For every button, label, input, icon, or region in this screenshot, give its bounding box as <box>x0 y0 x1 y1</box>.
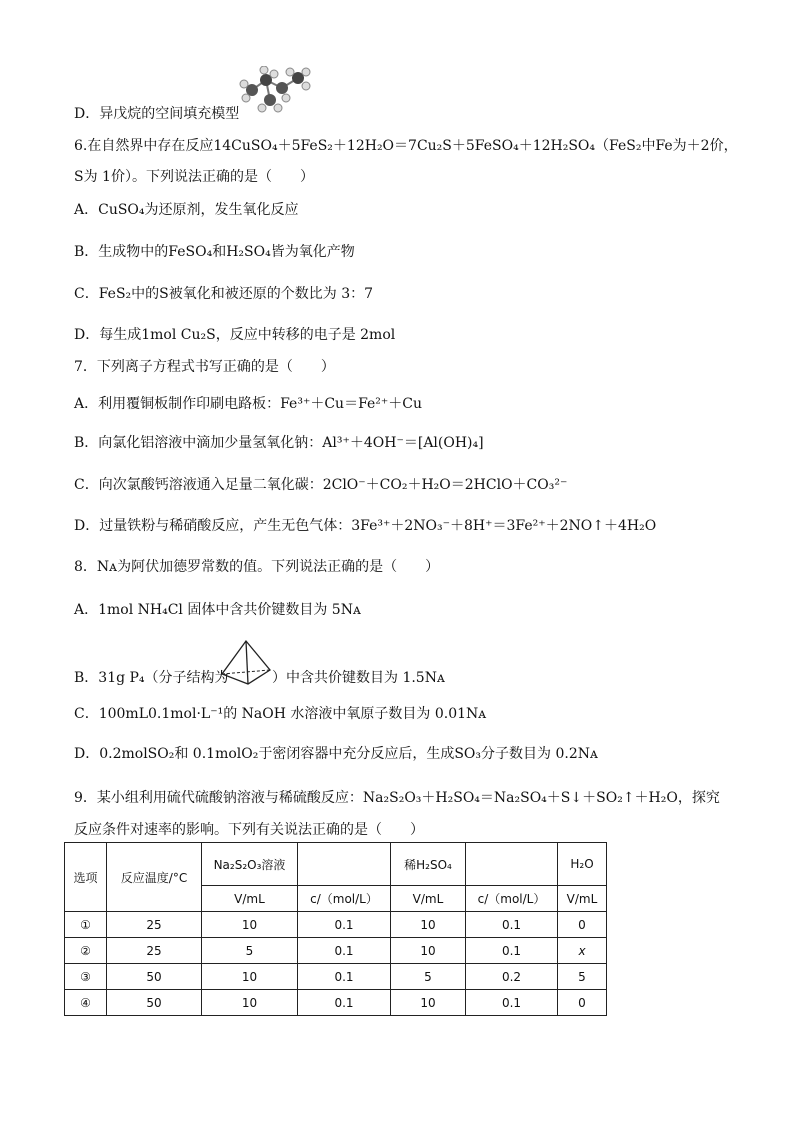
header-blank-2 <box>466 843 558 886</box>
table-cell: 0.1 <box>298 964 391 990</box>
p4-tetrahedron-structure-icon <box>218 638 274 688</box>
table-cell: 0.1 <box>298 912 391 938</box>
q7-option-a: A．利用覆铜板制作印刷电路板：Fe³⁺＋Cu＝Fe²⁺＋Cu <box>74 396 423 412</box>
table-cell: 10 <box>391 938 466 964</box>
q8-option-a: A．1mol NH₄Cl 固体中含共价键数目为 5Nᴀ <box>74 602 361 618</box>
table-cell: ③ <box>65 964 107 990</box>
q6-option-c: C．FeS₂中的S被氧化和被还原的个数比为 3：7 <box>74 286 374 302</box>
table-cell: 0.1 <box>466 990 558 1016</box>
q6-stem-line2: S为 1价）。下列说法正确的是（ ） <box>74 169 314 185</box>
table-cell: 5 <box>558 964 607 990</box>
q8-option-d: D．0.2molSO₂和 0.1molO₂于密闭容器中充分反应后，生成SO₃分子数目为 0.2Nᴀ <box>74 746 598 762</box>
table-cell: 0.1 <box>466 938 558 964</box>
header-h2o: H₂O <box>558 843 607 886</box>
table-cell: 0.1 <box>466 912 558 938</box>
subheader-cell: V/mL <box>202 886 298 912</box>
q7-stem: 7．下列离子方程式书写正确的是（ ） <box>74 359 335 375</box>
table-cell: 10 <box>391 990 466 1016</box>
table-cell: ④ <box>65 990 107 1016</box>
table-cell: 50 <box>107 964 202 990</box>
subheader-cell: V/mL <box>558 886 607 912</box>
q8-option-b-suffix: ）中含共价键数目为 1.5Nᴀ <box>272 670 445 686</box>
q6-option-b: B．生成物中的FeSO₄和H₂SO₄皆为氧化产物 <box>74 244 355 260</box>
table-row <box>65 912 607 938</box>
q6-stem-line1: 6.在自然界中存在反应14CuSO₄＋5FeS₂＋12H₂O＝7Cu₂S＋5FeSO₄＋12H₂SO₄（FeS₂中Fe为＋2价， <box>74 138 738 154</box>
table-cell: 10 <box>391 912 466 938</box>
table-row <box>65 938 607 964</box>
table-cell: x <box>558 938 607 964</box>
q7-option-d: D．过量铁粉与稀硝酸反应，产生无色气体：3Fe³⁺＋2NO₃⁻＋8H⁺＝3Fe²⁺＋2NO↑＋4H₂O <box>74 518 657 534</box>
table-cell: 0.2 <box>466 964 558 990</box>
table-row <box>65 964 607 990</box>
q5-option-d: D．异戊烷的空间填充模型 <box>74 106 240 122</box>
table-cell: ② <box>65 938 107 964</box>
header-temperature: 反应温度/°C <box>107 843 202 912</box>
q9-stem-line1: 9．某小组利用硫代硫酸钠溶液与稀硫酸反应：Na₂S₂O₃＋H₂SO₄＝Na₂SO₄＋S↓＋SO₂↑＋H₂O，探究 <box>74 790 720 806</box>
table-cell: 0 <box>558 990 607 1016</box>
header-option: 选项 <box>65 843 107 912</box>
isopentane-space-filling-model-icon <box>238 66 312 114</box>
table-cell: 50 <box>107 990 202 1016</box>
q7-option-c: C．向次氯酸钙溶液通入足量二氧化碳：2ClO⁻＋CO₂＋H₂O＝2HClO＋CO₃²⁻ <box>74 477 568 493</box>
table-cell: 25 <box>107 938 202 964</box>
subheader-cell: c/（mol/L） <box>298 886 391 912</box>
q8-option-b-prefix: B．31g P₄（分子结构为 <box>74 670 229 686</box>
table-cell: 25 <box>107 912 202 938</box>
table-cell: ① <box>65 912 107 938</box>
q6-option-d: D．每生成1mol Cu₂S，反应中转移的电子是 2mol <box>74 327 396 343</box>
table-row <box>65 990 607 1016</box>
header-na2s2o3: Na₂S₂O₃溶液 <box>202 843 298 886</box>
subheader-cell: c/（mol/L） <box>466 886 558 912</box>
table-cell: 0 <box>558 912 607 938</box>
table-cell: 10 <box>202 912 298 938</box>
q9-stem-line2: 反应条件对速率的影响。下列有关说法正确的是（ ） <box>74 822 424 838</box>
header-blank-1 <box>298 843 391 886</box>
q7-option-b: B．向氯化铝溶液中滴加少量氢氧化钠：Al³⁺＋4OH⁻＝[Al(OH)₄] <box>74 435 484 451</box>
q6-option-a: A．CuSO₄为还原剂，发生氧化反应 <box>74 202 299 218</box>
table-cell: 0.1 <box>298 990 391 1016</box>
header-h2so4: 稀H₂SO₄ <box>391 843 466 886</box>
table-cell: 5 <box>202 938 298 964</box>
experiment-table <box>64 842 607 1016</box>
table-cell: 10 <box>202 964 298 990</box>
q8-option-c: C．100mL0.1mol·L⁻¹的 NaOH 水溶液中氧原子数目为 0.01Nᴀ <box>74 706 487 722</box>
table-cell: 10 <box>202 990 298 1016</box>
subheader-cell: V/mL <box>391 886 466 912</box>
table-cell: 5 <box>391 964 466 990</box>
q8-stem: 8．Nᴀ为阿伏加德罗常数的值。下列说法正确的是（ ） <box>74 559 440 575</box>
table-cell: 0.1 <box>298 938 391 964</box>
